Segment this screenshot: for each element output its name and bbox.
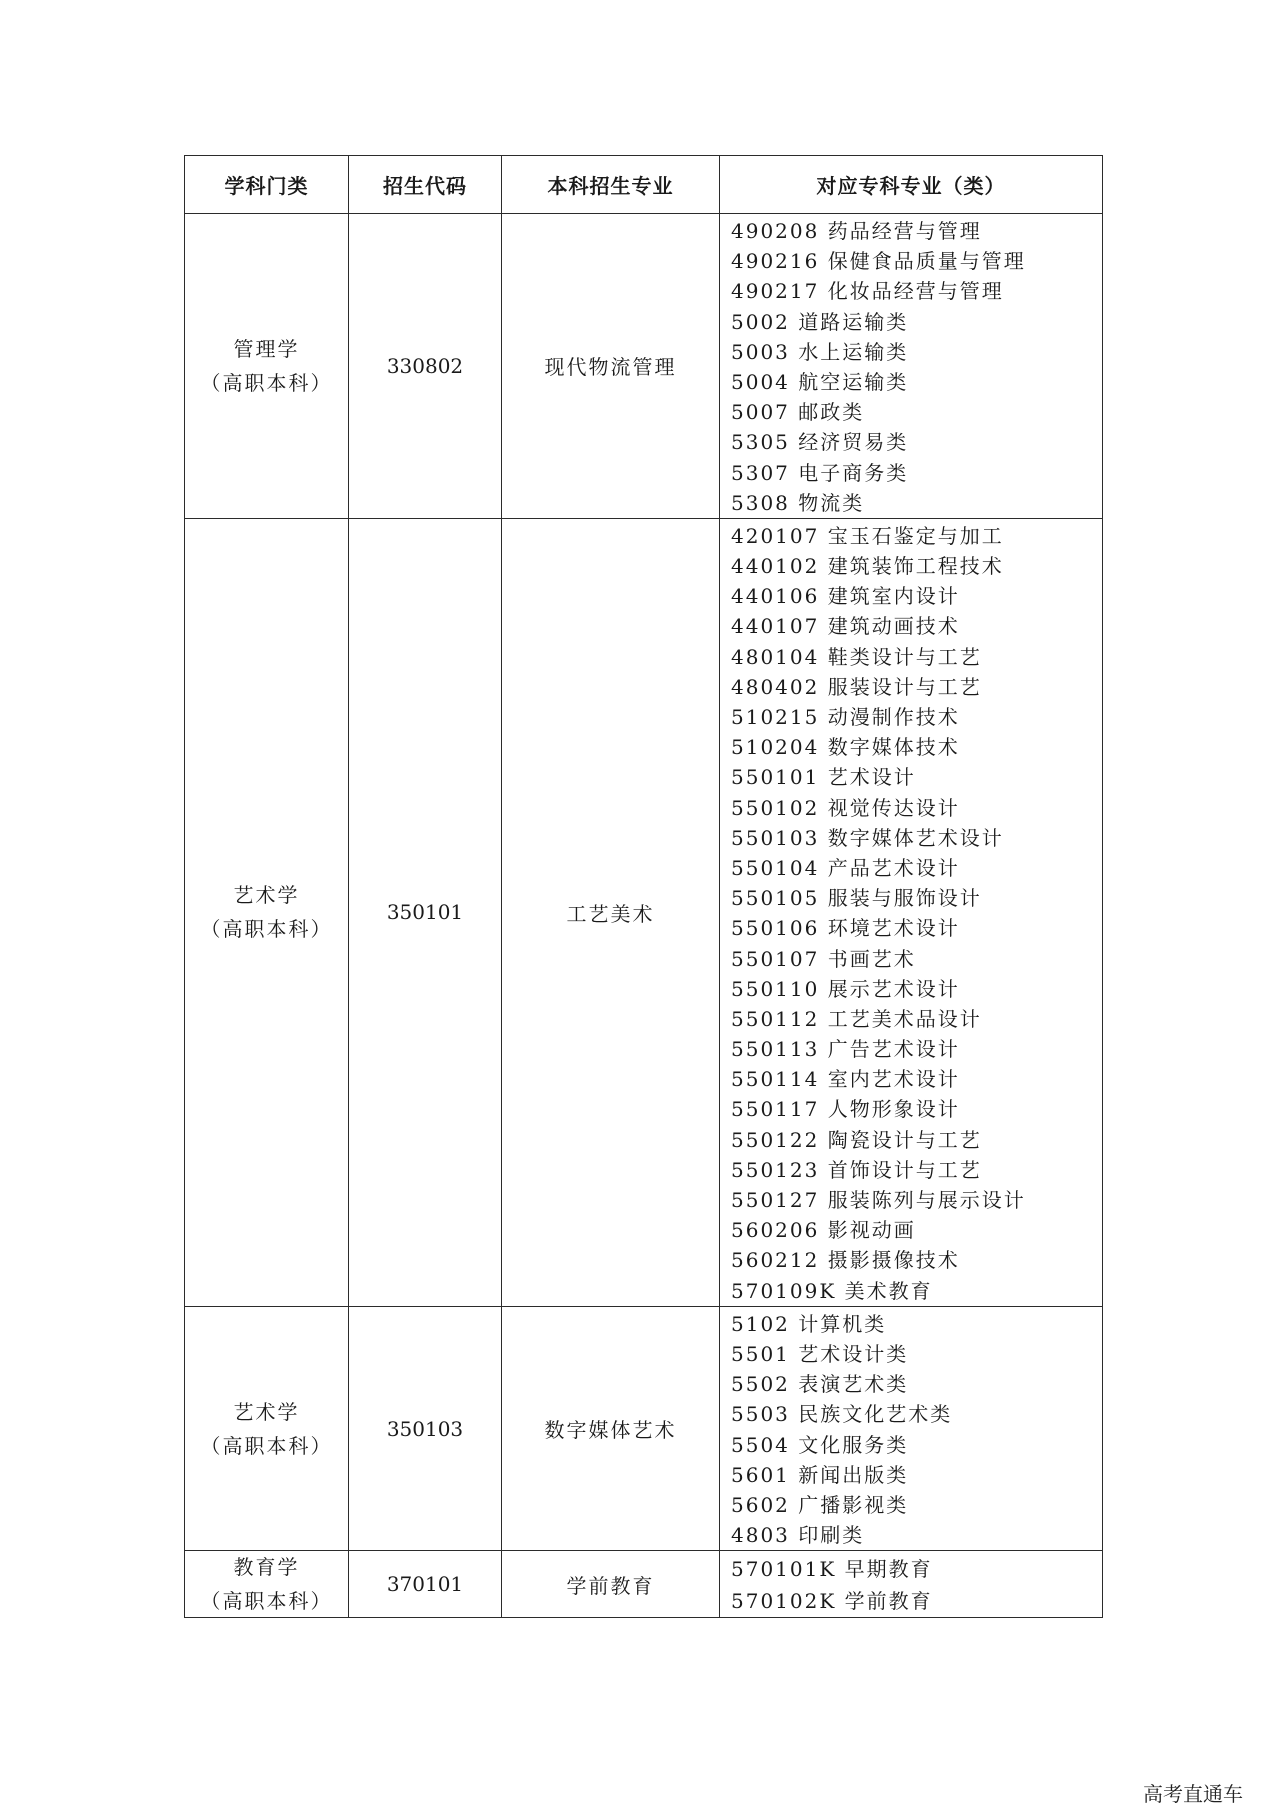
header-major: 本科招生专业	[502, 156, 720, 214]
related-major-item: 440106 建筑室内设计	[731, 584, 960, 609]
category-name: 艺术学	[233, 1399, 300, 1424]
related-major-item: 5601 新闻出版类	[731, 1462, 909, 1487]
category-name: 教育学	[233, 1555, 300, 1580]
related-major-item: 510204 数字媒体技术	[731, 735, 960, 760]
related-major-item: 5501 艺术设计类	[731, 1341, 909, 1366]
related-major-item: 570101K 早期教育	[731, 1557, 933, 1582]
major-cell: 现代物流管理	[502, 214, 720, 519]
major-cell: 工艺美术	[502, 518, 720, 1306]
related-major-item: 550102 视觉传达设计	[731, 795, 960, 820]
related-major-item: 4803 印刷类	[731, 1523, 865, 1548]
related-major-item: 570102K 学前教育	[731, 1589, 933, 1614]
related-major-item: 5007 邮政类	[731, 400, 865, 425]
related-major-item: 490208 药品经营与管理	[731, 219, 982, 243]
related-major-item: 550105 服装与服饰设计	[731, 886, 982, 911]
related-major-item: 550107 书画艺术	[731, 946, 916, 971]
table-header-row	[185, 156, 1103, 214]
category-cell	[185, 1306, 349, 1551]
code-cell: 370101	[349, 1551, 502, 1618]
table-row	[185, 1306, 1103, 1551]
related-major-item: 550117 人物形象设计	[731, 1097, 960, 1122]
watermark: 高考直通车	[1143, 1782, 1243, 1806]
related-major-item: 480104 鞋类设计与工艺	[731, 644, 982, 669]
category-name: 艺术学	[233, 883, 300, 908]
related-major-item: 5305 经济贸易类	[731, 430, 909, 455]
related-major-item: 5602 广播影视类	[731, 1492, 909, 1517]
related-major-item: 5307 电子商务类	[731, 460, 909, 485]
category-name: 管理学	[233, 336, 300, 361]
header-code: 招生代码	[349, 156, 502, 214]
related-major-item: 550122 陶瓷设计与工艺	[731, 1127, 982, 1152]
related-majors-cell	[720, 1306, 1103, 1551]
related-major-item: 490217 化妆品经营与管理	[731, 279, 1004, 304]
related-major-item: 550106 环境艺术设计	[731, 916, 960, 941]
related-major-item: 550127 服装陈列与展示设计	[731, 1188, 1026, 1212]
category-note: （高职本科）	[200, 1589, 333, 1614]
header-related: 对应专科专业（类）	[720, 156, 1103, 214]
category-note: （高职本科）	[200, 1433, 333, 1458]
code-cell: 330802	[349, 214, 502, 519]
related-major-item: 550112 工艺美术品设计	[731, 1006, 982, 1031]
major-cell: 数字媒体艺术	[502, 1306, 720, 1551]
related-major-item: 560212 摄影摄像技术	[731, 1248, 960, 1273]
header-category: 学科门类	[185, 156, 349, 214]
related-major-item: 550101 艺术设计	[731, 765, 916, 790]
majors-table	[184, 155, 1103, 1618]
related-major-item: 490216 保健食品质量与管理	[731, 249, 1026, 274]
related-major-item: 550110 展示艺术设计	[731, 976, 960, 1001]
category-cell	[185, 518, 349, 1306]
code-cell: 350101	[349, 518, 502, 1306]
related-majors-cell	[720, 214, 1103, 519]
related-major-item: 480402 服装设计与工艺	[731, 674, 982, 699]
related-major-item: 560206 影视动画	[731, 1218, 916, 1243]
related-major-item: 5308 物流类	[731, 490, 865, 515]
related-major-item: 550113 广告艺术设计	[731, 1037, 960, 1062]
related-major-item: 440102 建筑装饰工程技术	[731, 554, 1004, 579]
table-row	[185, 518, 1103, 1306]
related-major-item: 570109K 美术教育	[731, 1278, 933, 1303]
related-major-item: 550123 首饰设计与工艺	[731, 1157, 982, 1182]
category-cell	[185, 1551, 349, 1618]
category-note: （高职本科）	[200, 370, 333, 395]
related-majors-cell	[720, 1551, 1103, 1618]
related-major-item: 550103 数字媒体艺术设计	[731, 825, 1004, 850]
related-major-item: 5102 计算机类	[731, 1311, 887, 1336]
table-row	[185, 214, 1103, 519]
category-note: （高职本科）	[200, 917, 333, 942]
related-majors-cell	[720, 518, 1103, 1306]
related-major-item: 5504 文化服务类	[731, 1432, 909, 1457]
table-row	[185, 1551, 1103, 1618]
related-major-item: 420107 宝玉石鉴定与加工	[731, 523, 1004, 548]
related-major-item: 5002 道路运输类	[731, 309, 909, 334]
related-major-item: 5502 表演艺术类	[731, 1372, 909, 1397]
major-cell: 学前教育	[502, 1551, 720, 1618]
related-major-item: 5503 民族文化艺术类	[731, 1402, 953, 1427]
related-major-item: 550114 室内艺术设计	[731, 1067, 960, 1092]
related-major-item: 510215 动漫制作技术	[731, 705, 960, 729]
related-major-item: 5003 水上运输类	[731, 339, 909, 364]
related-major-item: 550104 产品艺术设计	[731, 855, 960, 880]
related-major-item: 5004 航空运输类	[731, 369, 909, 394]
related-major-item: 440107 建筑动画技术	[731, 614, 960, 639]
category-cell	[185, 214, 349, 519]
code-cell: 350103	[349, 1306, 502, 1551]
